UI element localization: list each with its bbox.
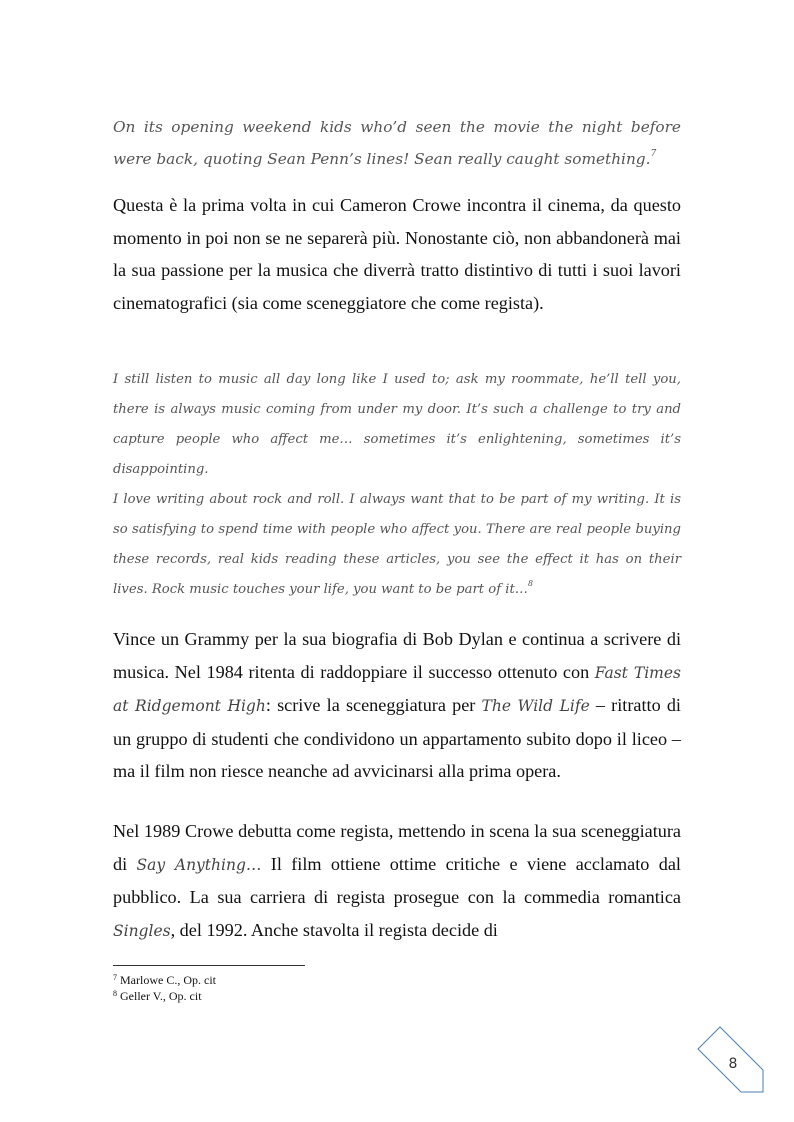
paragraph-2-text-c: – ritratto di un gruppo di studenti che condividono un appartamento subito dopo il liceo – ma il film non riesce neanche ad avvicinarsi alla prima opera. <box>113 695 681 781</box>
footnote-8-text: Geller V., Op. cit <box>120 989 202 1003</box>
quote-2-part-2 <box>113 485 681 605</box>
paragraph-1 <box>113 189 681 319</box>
quote-1-text: On its opening weekend kids who’d seen the movie the night before were back, quoting Sean Penn’s lines! Sean really caught something. <box>113 118 681 168</box>
paragraph-2-text-a: Vince un Grammy per la sua biografia di Bob Dylan e continua a scrivere di musica. Nel 1984 ritenta di raddoppiare il successo ottenuto con <box>113 629 681 682</box>
block-quote-1 <box>113 111 681 175</box>
footnotes <box>113 972 216 1004</box>
film-title-say-anything: Say Anything… <box>136 855 262 874</box>
footnote-7 <box>113 972 216 988</box>
paragraph-1-text: Questa è la prima volta in cui Cameron Crowe incontra il cinema, da questo momento in poi non se ne separerà più. Nonostante ciò, non abbandonerà mai la sua passione per la musica che diverrà tratto distintivo di tutti i suoi lavori cinematografici (sia come sceneggiatore che come regista). <box>113 195 681 313</box>
page-number: 8 <box>728 1056 738 1072</box>
footnote-ref-8[interactable]: 8 <box>528 578 534 588</box>
paragraph-2 <box>113 623 681 788</box>
paragraph-3-text-a: Nel 1989 Crowe debutta come regista, mettendo in scena la sua sceneggiatura di <box>113 821 681 874</box>
footnote-separator <box>113 965 305 966</box>
paragraph-2-text-b: : scrive la sceneggiatura per <box>265 695 482 715</box>
footnote-7-number: 7 <box>113 973 117 982</box>
paragraph-3-text-c: , del 1992. Anche stavolta il regista decide di <box>170 919 498 940</box>
footnote-8-number: 8 <box>113 989 117 998</box>
block-quote-2 <box>113 365 681 605</box>
film-title-singles: Singles <box>113 921 171 940</box>
film-title-fast-times: Fast Times at Ridgemont High <box>113 663 681 715</box>
quote-2-part-1: I still listen to music all day long like I used to; ask my roommate, he’ll tell you, there is always music coming from under my door. It’s such a challenge to try and capture people who affect me… sometimes it’s enlightening, sometimes it’s disappointing. <box>113 372 681 477</box>
footnote-8 <box>113 988 216 1004</box>
quote-2-part-2-text: I love writing about rock and roll. I always want that to be part of my writing. It is so satisfying to spend time with people who affect you. There are real people buying these records, real kids reading these articles, you see the effect it has on their lives. Rock music touches your life, you want to be part of it… <box>113 492 681 597</box>
film-title-wild-life: The Wild Life <box>481 697 590 715</box>
paragraph-3 <box>113 815 681 947</box>
footnote-ref-7[interactable]: 7 <box>650 147 657 159</box>
footnote-7-text: Marlowe C., Op. cit <box>120 973 216 987</box>
paragraph-3-text-b: Il film ottiene ottime critiche e viene acclamato dal pubblico. La sua carriera di regista prosegue con la commedia romantica <box>113 853 681 907</box>
